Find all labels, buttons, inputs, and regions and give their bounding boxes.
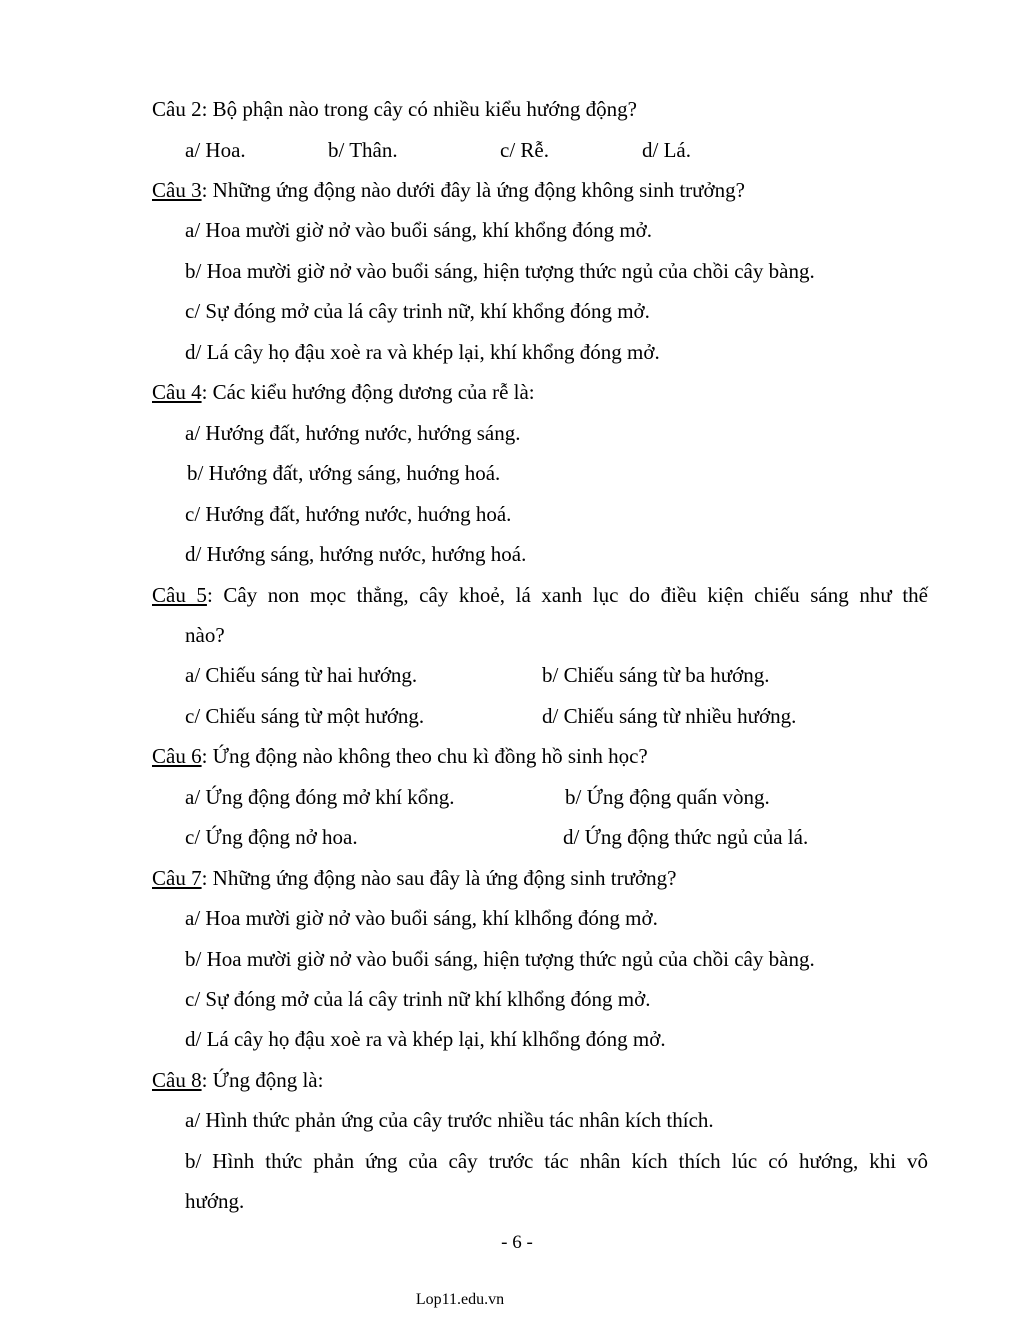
question-6-option-b: b/ Ứng động quấn vòng. xyxy=(565,785,770,809)
question-2-text: : Bộ phận nào trong cây có nhiều kiểu hướng động? xyxy=(201,97,637,121)
site-footer: Lop11.edu.vn xyxy=(415,1291,505,1308)
question-8-option-b: b/ Hình thức phản ứng của cây trước tác nhân kích thích lúc có hướng, khi vô xyxy=(185,1149,928,1173)
question-7-option-a: a/ Hoa mười giờ nở vào buổi sáng, khí klhổng đóng mở. xyxy=(185,906,658,930)
question-4-option-b: b/ Hướng đất, ướng sáng, huớng hoá. xyxy=(187,461,501,485)
question-3-label: Câu 3 xyxy=(152,178,202,202)
question-3-text: : Những ứng động nào dưới đây là ứng động không sinh trưởng? xyxy=(201,178,745,202)
question-5-option-a: a/ Chiếu sáng từ hai hướng. xyxy=(185,663,418,687)
page-number: - 6 - xyxy=(501,1232,533,1253)
question-2-label: Câu 2 xyxy=(152,97,202,121)
question-6-option-d: d/ Ứng động thức ngủ của lá. xyxy=(563,825,809,849)
question-8 xyxy=(152,1067,323,1093)
question-3-option-d: d/ Lá cây họ đậu xoè ra và khép lại, khí khổng đóng mở. xyxy=(185,340,660,364)
question-7 xyxy=(152,865,676,891)
question-5 xyxy=(152,582,928,608)
question-6-option-c: c/ Ứng động nở hoa. xyxy=(185,825,358,849)
question-2-option-b: b/ Thân. xyxy=(328,138,398,162)
question-6-option-a: a/ Ứng động đóng mở khí kổng. xyxy=(185,785,455,809)
question-8-option-a: a/ Hình thức phản ứng của cây trước nhiều tác nhân kích thích. xyxy=(185,1108,714,1132)
question-8-label: Câu 8 xyxy=(152,1068,202,1092)
question-6 xyxy=(152,743,648,769)
question-5-option-b: b/ Chiếu sáng từ ba hướng. xyxy=(542,663,770,687)
question-8-option-b-continued: hướng. xyxy=(185,1189,245,1213)
question-5-option-c: c/ Chiếu sáng từ một hướng. xyxy=(185,704,425,728)
question-7-label: Câu 7 xyxy=(152,866,202,890)
question-4-text: : Các kiểu hướng động dương của rễ là: xyxy=(201,380,535,404)
question-2-option-c: c/ Rễ. xyxy=(500,138,549,162)
question-5-text-continued: nào? xyxy=(185,623,225,647)
question-3 xyxy=(152,177,745,203)
question-3-option-a: a/ Hoa mười giờ nở vào buổi sáng, khí khổng đóng mở. xyxy=(185,218,653,242)
question-4-option-a: a/ Hướng đất, hướng nước, hướng sáng. xyxy=(185,421,521,445)
question-5-option-d: d/ Chiếu sáng từ nhiều hướng. xyxy=(542,704,797,728)
question-3-option-b: b/ Hoa mười giờ nở vào buổi sáng, hiện tượng thức ngủ của chồi cây bàng. xyxy=(185,259,815,283)
question-7-option-c: c/ Sự đóng mở của lá cây trinh nữ khí klhổng đóng mở. xyxy=(185,987,651,1011)
question-5-label: Câu 5 xyxy=(152,583,207,607)
question-7-text: : Những ứng động nào sau đây là ứng động sinh trưởng? xyxy=(201,866,677,890)
question-4-option-d: d/ Hướng sáng, hướng nước, hướng hoá. xyxy=(185,542,527,566)
question-4 xyxy=(152,379,535,405)
question-4-option-c: c/ Hướng đất, hướng nước, huớng hoá. xyxy=(185,502,512,526)
question-4-label: Câu 4 xyxy=(152,380,202,404)
question-2 xyxy=(152,96,637,122)
question-7-option-b: b/ Hoa mười giờ nở vào buổi sáng, hiện tượng thức ngủ của chồi cây bàng. xyxy=(185,947,815,971)
question-7-option-d: d/ Lá cây họ đậu xoè ra và khép lại, khí klhổng đóng mở. xyxy=(185,1027,666,1051)
question-6-label: Câu 6 xyxy=(152,744,202,768)
question-2-option-a: a/ Hoa. xyxy=(185,138,246,162)
question-8-text: : Ứng động là: xyxy=(201,1068,324,1092)
question-3-option-c: c/ Sự đóng mở của lá cây trinh nữ, khí khổng đóng mở. xyxy=(185,299,650,323)
question-5-text: : Cây non mọc thẳng, cây khoẻ, lá xanh lục do điều kiện chiếu sáng như thế xyxy=(206,583,928,607)
question-6-text: : Ứng động nào không theo chu kì đồng hồ sinh học? xyxy=(201,744,648,768)
question-2-option-d: d/ Lá. xyxy=(642,138,691,162)
